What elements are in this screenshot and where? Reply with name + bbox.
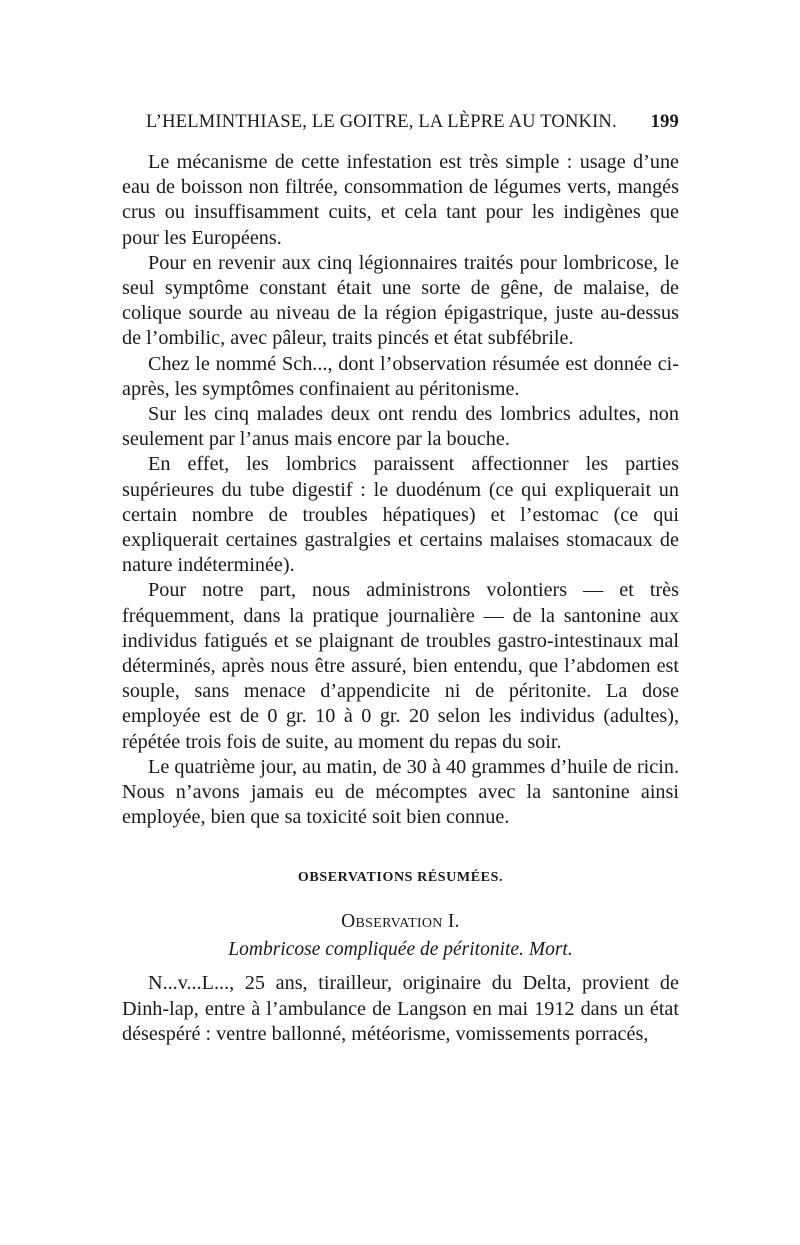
main-text	[122, 150, 679, 830]
running-head	[146, 112, 679, 144]
paragraph: Pour notre part, nous administrons volontiers — et très fréquemment, dans la pratique journalière — de la santonine aux individus fatigués et se plaignant de troubles gastro-intestinaux mal déterminés, après nous être assuré, bien entendu, que l’abdomen est souple, sans menace d’appendicite ni de péritonite. La dose employée est de 0 gr. 10 à 0 gr. 20 selon les individus (adultes), répétée trois fois de suite, au moment du repas du soir.	[122, 579, 679, 753]
page-number: 199	[650, 112, 679, 132]
paragraph: Le mécanisme de cette infestation est très simple : usage d’une eau de boisson non filtrée, consommation de légumes verts, mangés crus ou insuffisamment cuits, et cela tant pour les indigènes que pour les Européens.	[122, 151, 679, 249]
running-title: L’HELMINTHIASE, LE GOITRE, LA LÈPRE AU TONKIN.	[146, 112, 617, 132]
paragraph: N...v...L..., 25 ans, tirailleur, originaire du Delta, provient de Dinh-lap, entre à l’ambulance de Langson en mai 1912 dans un état désespéré : ventre ballonné, météorisme, vomissements porracés,	[122, 972, 679, 1045]
observation-subtitle: Lombricose compliquée de péritonite. Mort.	[228, 939, 573, 961]
paragraph: Sur les cinq malades deux ont rendu des lombrics adultes, non seulement par l’anus mais encore par la bouche.	[122, 403, 679, 451]
paragraph: Le quatrième jour, au matin, de 30 à 40 grammes d’huile de ricin. Nous n’avons jamais eu de mécomptes avec la santonine ainsi employée, bien que sa toxicité soit bien connue.	[122, 755, 679, 829]
observation-text	[122, 971, 679, 1047]
section-heading: OBSERVATIONS RÉSUMÉES.	[297, 870, 504, 886]
paragraph: En effet, les lombrics paraissent affectionner les parties supérieures du tube digestif : le duodénum (ce qui expliquerait un certain nombre de troubles hépatiques) et l’estomac (ce qui expliquerait certaines gastralgies et certains malaises stomacaux de nature indéterminée).	[122, 453, 679, 577]
paragraph: Pour en revenir aux cinq légionnaires traités pour lombricose, le seul symptôme constant était une sorte de gêne, de malaise, de colique sourde au niveau de la région épigastrique, juste au-dessus de l’ombilic, avec pâleur, traits pincés et état subfébrile.	[122, 251, 679, 350]
paragraph: Chez le nommé Sch..., dont l’observation résumée est donnée ci-après, les symptômes confinaient au péritonisme.	[122, 352, 679, 400]
observation-heading-text: Observation I.	[341, 911, 460, 933]
observation-heading	[122, 911, 679, 933]
book-page	[122, 112, 679, 1047]
